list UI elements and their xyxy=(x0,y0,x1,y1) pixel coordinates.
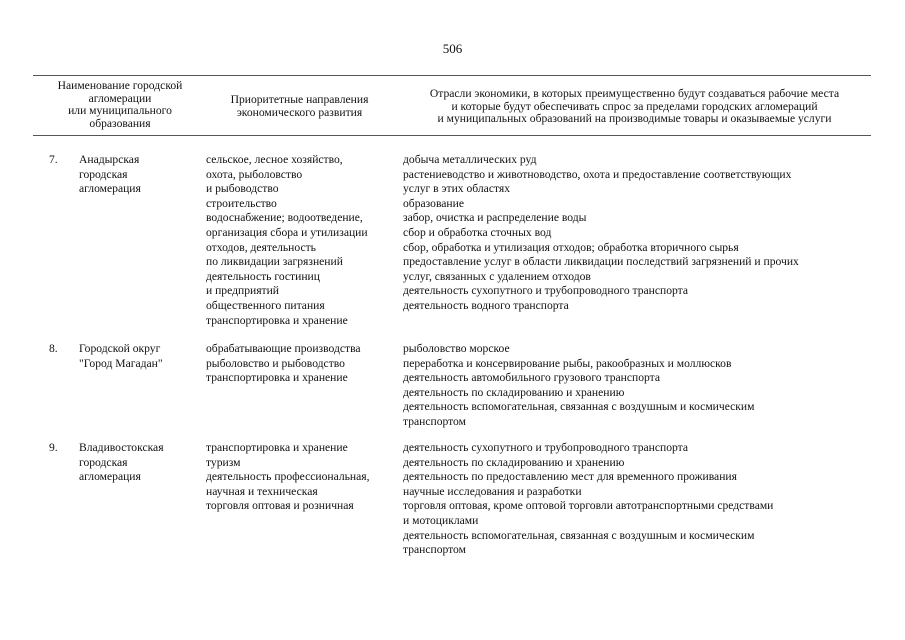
text-line: деятельность профессиональная, xyxy=(206,470,370,484)
text-line: рыболовство и рыбоводство xyxy=(206,356,345,370)
priority-directions xyxy=(206,441,396,514)
text-line: транспортировка и хранение xyxy=(206,441,348,454)
text-line: деятельность по предоставлению мест для временного проживания xyxy=(403,470,737,484)
text-line: общественного питания xyxy=(206,298,325,312)
text-line: добыча металлических руд xyxy=(403,153,537,166)
text-line: деятельность вспомогательная, связанная с воздушным и космическим xyxy=(403,528,755,542)
text-line: транспортировка и хранение xyxy=(206,313,348,327)
text-line: и предприятий xyxy=(206,284,280,298)
text-line: деятельность сухопутного и трубопроводного транспорта xyxy=(403,441,689,454)
text-line: торговля оптовая, кроме оптовой торговли автотранспортными средствами xyxy=(403,499,774,513)
priority-directions xyxy=(206,153,396,328)
text-line: отходов, деятельность xyxy=(206,240,316,254)
text-line: сельское, лесное хозяйство, xyxy=(206,153,343,166)
text-line: агломерация xyxy=(79,470,141,484)
text-line: деятельность вспомогательная, связанная с воздушным и космическим xyxy=(403,400,755,414)
text-line: городская xyxy=(79,455,128,469)
text-line: деятельность гостиниц xyxy=(206,269,320,283)
page-number: 506 xyxy=(442,41,463,56)
priority-directions xyxy=(206,342,396,386)
text-line: сбор и обработка сточных вод xyxy=(403,225,552,239)
text-line: Городской округ xyxy=(79,342,161,355)
text-line: организация сбора и утилизации xyxy=(206,225,368,239)
text-line: Владивостокская xyxy=(79,441,164,454)
header-line: экономического развития xyxy=(236,105,363,119)
text-line: городская xyxy=(79,167,128,181)
text-line: забор, очистка и распределение воды xyxy=(403,211,587,225)
text-line: строительство xyxy=(206,196,277,210)
text-line: агломерация xyxy=(79,182,141,196)
text-line: и мотоциклами xyxy=(403,513,479,527)
text-line: образование xyxy=(403,196,464,210)
municipality-name xyxy=(79,342,199,371)
header-line: Приоритетные направления xyxy=(230,93,369,106)
municipality-name xyxy=(79,153,199,197)
table-header-rule xyxy=(33,135,871,136)
text-line: Анадырская xyxy=(79,153,140,166)
text-line: услуг, связанных с удалением отходов xyxy=(403,269,591,283)
text-line: транспортом xyxy=(403,414,466,428)
header-directions xyxy=(207,94,392,119)
text-line: деятельность по складированию и хранению xyxy=(403,385,625,399)
header-industries xyxy=(398,88,871,126)
text-line: деятельность сухопутного и трубопроводного транспорта xyxy=(403,284,689,298)
text-line: охота, рыболовство xyxy=(206,167,303,181)
text-line: переработка и консервирование рыбы, ракообразных и моллюсков xyxy=(403,356,732,370)
text-line: предоставление услуг в области ликвидации последствий загрязнений и прочих xyxy=(403,255,799,269)
row-number: 9. xyxy=(49,441,58,454)
text-line: деятельность водного транспорта xyxy=(403,298,569,312)
text-line: деятельность по складированию и хранению xyxy=(403,455,625,469)
table-top-rule xyxy=(33,75,871,76)
header-line: и которые будут обеспечивать спрос за пределами городских агломераций xyxy=(451,99,818,113)
header-line: или муниципального xyxy=(68,104,172,118)
text-line: обрабатывающие производства xyxy=(206,342,361,355)
text-line: туризм xyxy=(206,455,241,469)
header-line: образования xyxy=(89,116,151,130)
text-line: транспортом xyxy=(403,543,466,557)
economy-sectors xyxy=(403,342,873,430)
text-line: и рыбоводство xyxy=(206,182,279,196)
header-municipality xyxy=(40,80,200,130)
text-line: научные исследования и разработки xyxy=(403,484,582,498)
text-line: транспортировка и хранение xyxy=(206,371,348,385)
text-line: водоснабжение; водоотведение, xyxy=(206,211,363,225)
header-line: и муниципальных образований на производимые товары и оказываемые услуги xyxy=(437,112,832,126)
header-line: агломерации xyxy=(88,91,152,105)
header-line: Наименование городской xyxy=(57,79,183,92)
text-line: торговля оптовая и розничная xyxy=(206,499,354,513)
text-line: "Город Магадан" xyxy=(79,356,163,370)
text-line: по ликвидации загрязнений xyxy=(206,255,343,269)
text-line: сбор, обработка и утилизация отходов; обработка вторичного сырья xyxy=(403,240,739,254)
economy-sectors xyxy=(403,441,873,558)
text-line: растениеводство и животноводство, охота и предоставление соответствующих xyxy=(403,167,792,181)
municipality-name xyxy=(79,441,199,485)
row-number: 8. xyxy=(49,342,58,355)
text-line: рыболовство морское xyxy=(403,342,510,355)
economy-sectors xyxy=(403,153,873,314)
row-number: 7. xyxy=(49,153,58,166)
text-line: деятельность автомобильного грузового транспорта xyxy=(403,371,661,385)
text-line: научная и техническая xyxy=(206,484,318,498)
text-line: услуг в этих областях xyxy=(403,182,511,196)
header-line: Отрасли экономики, в которых преимущественно будут создаваться рабочие места xyxy=(429,87,840,100)
